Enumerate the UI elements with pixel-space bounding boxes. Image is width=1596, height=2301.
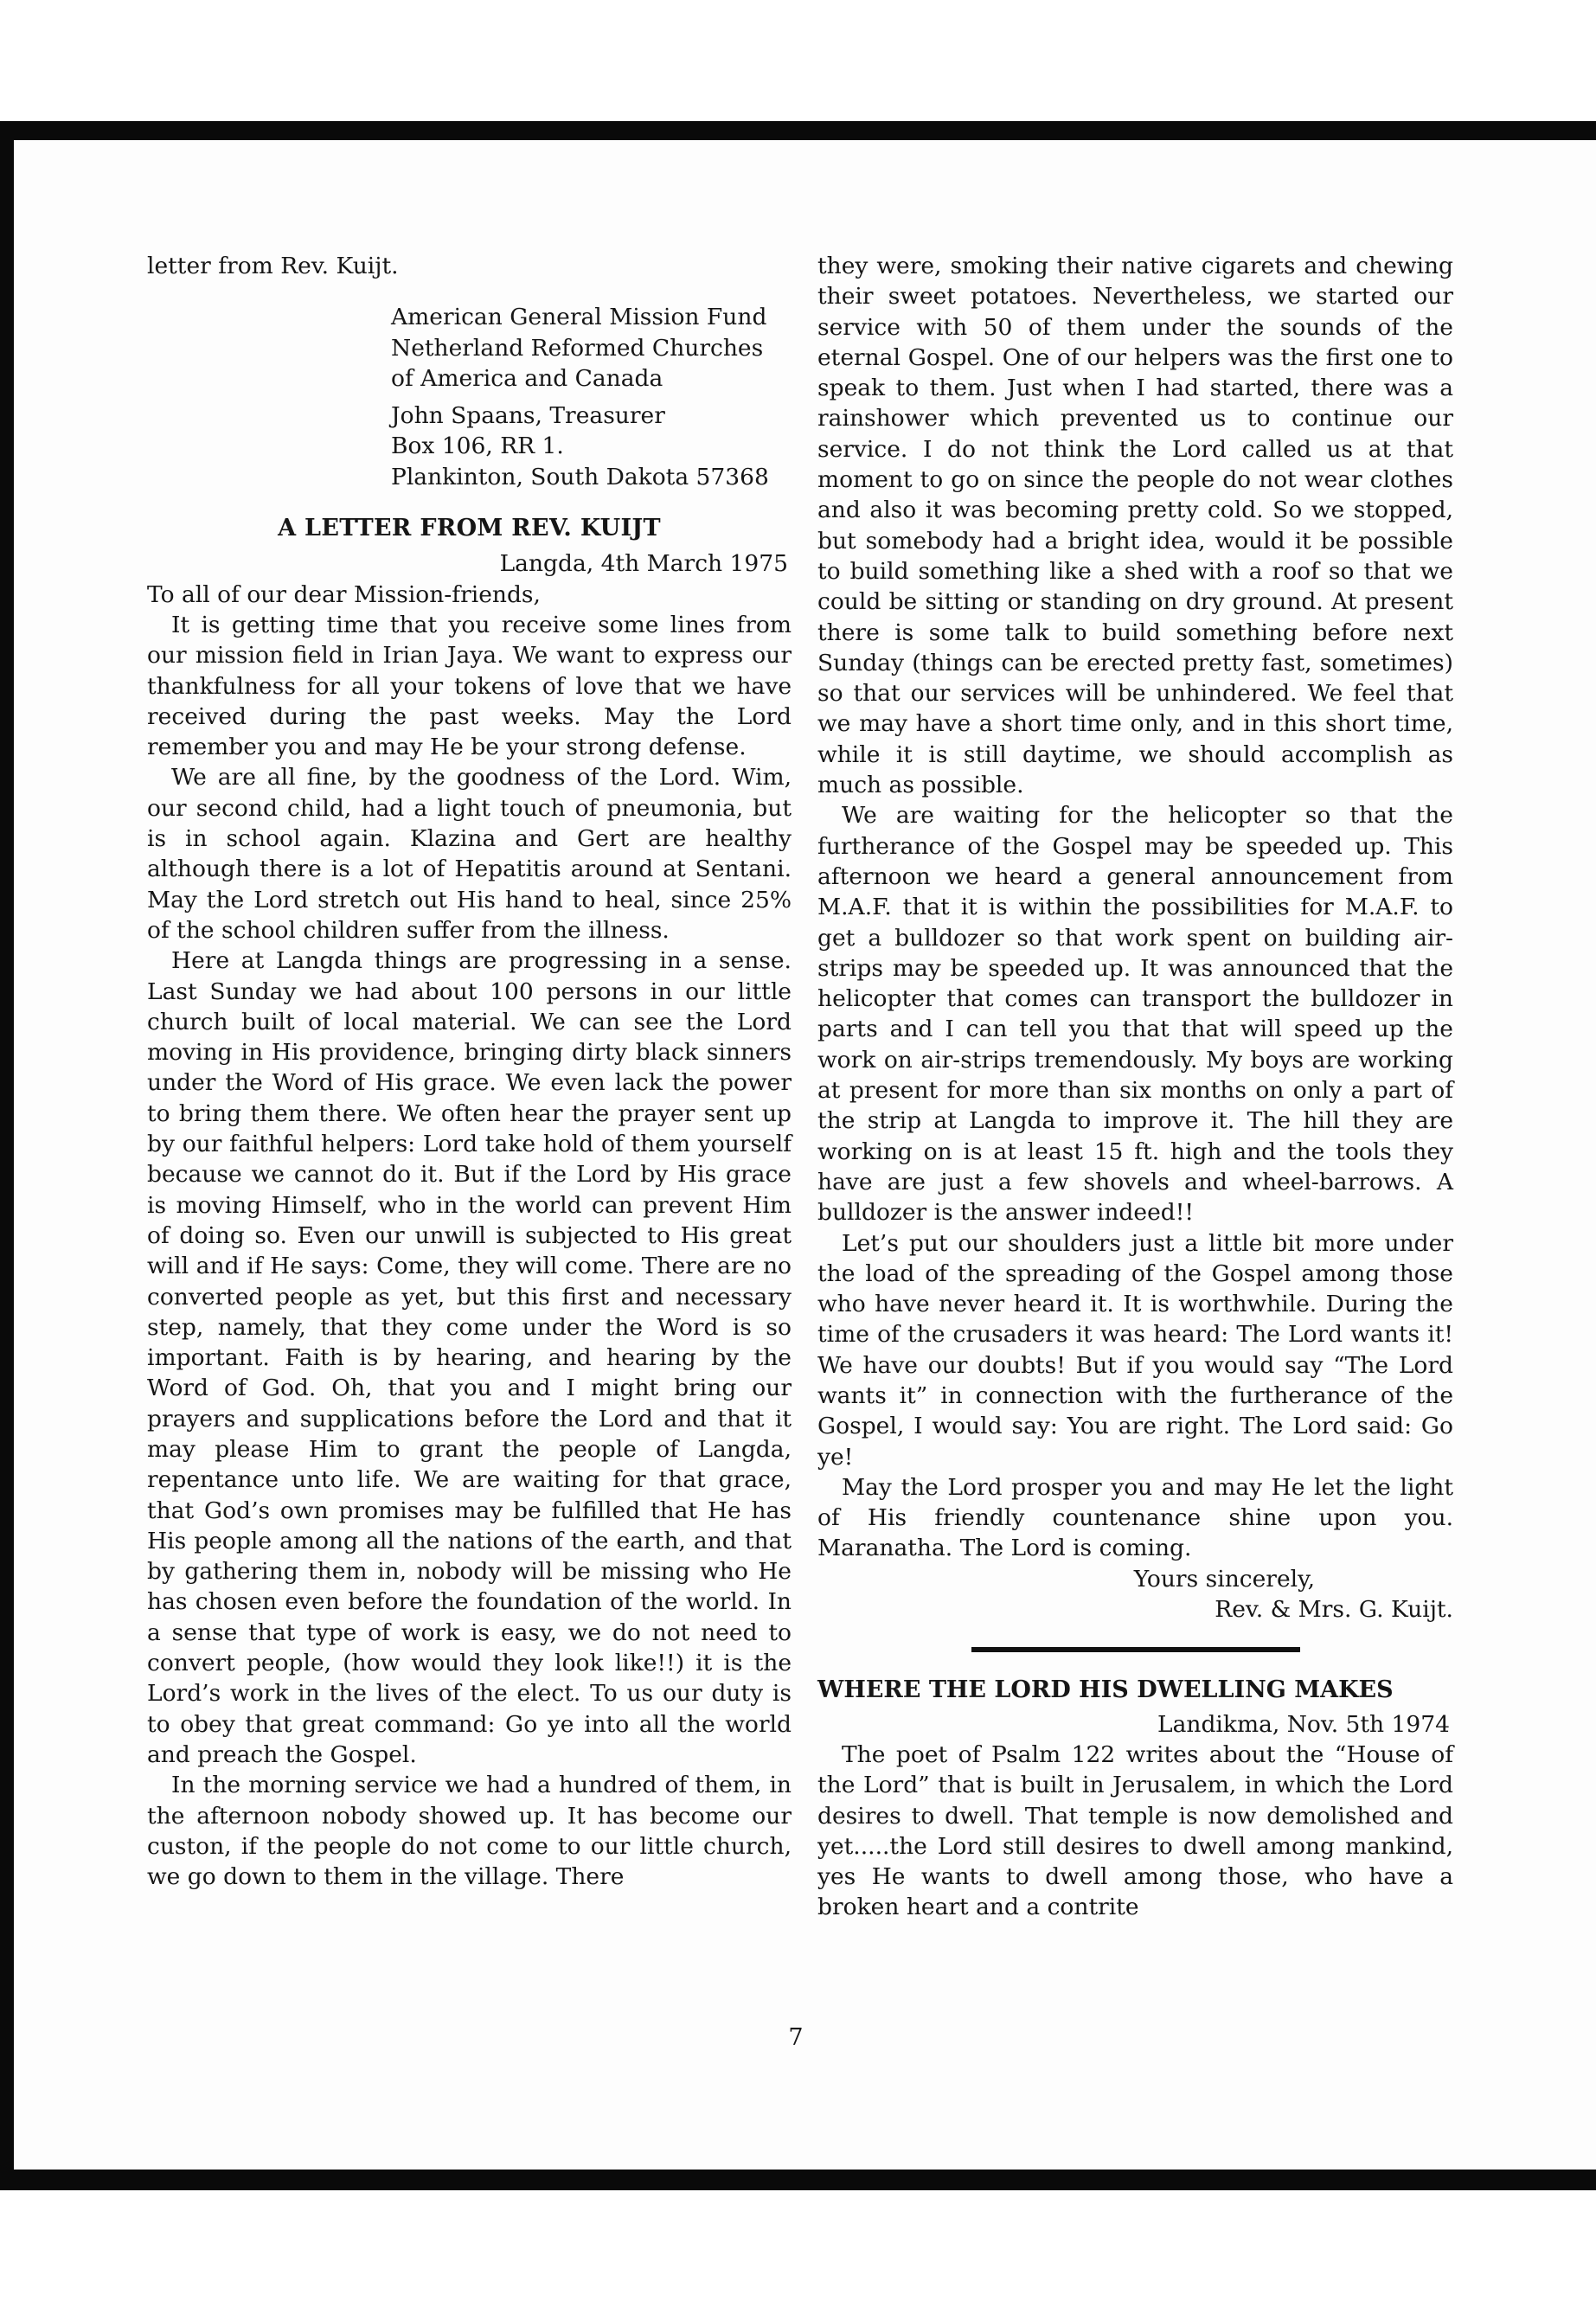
letter-date: Langda, 4th March 1975 xyxy=(499,550,788,578)
scan-border-top xyxy=(0,121,1596,140)
paragraph: It is getting time that you receive some lines from our mission field in Irian Jaya. We want to express our thankfulness for all your tokens of love that we have received during the past weeks. May the Lord remember you and may He be your strong defense. xyxy=(147,611,792,761)
address-line: Box 106, RR 1. xyxy=(391,433,564,460)
article-date-2: Landikma, Nov. 5th 1974 xyxy=(1157,1710,1450,1738)
paragraph: Here at Langda things are progressing in a sense. Last Sunday we had about 100 persons in our little church built of local material. We can see the Lord moving in His providence, bringing dirty black sinners under the Word of His grace. We even lack the power to bring them there. We often hear the prayer sent up by our faithful helpers: Lord take hold of them yourself because we cannot do it. But if the Lord by His grace is moving Himself, who in the world can prevent Him of doing so. Even our unwill is subjected to His great will and if He says: Come, they will come. There are no converted people as yet, but this first and necessary step, namely, that they come under the Word is so important. Faith is by hearing, and hearing by the Word of God. Oh, that you and I might bring our prayers and supplications before the Lord and that it may please Him to grant the people of Langda, repentance unto life. We are waiting for that grace, that God’s own promises may be fulfilled that He has His people among all the nations of the earth, and that by gathering them in, nobody will be missing who He has chosen even before the foundation of the world. In a sense that type of work is easy, we do not need to convert people, (how would they look like!!) it is the Lord’s work in the lives of the elect. To us our duty is to obey that great command: Go ye into all the world and preach the Gospel. xyxy=(147,947,792,1768)
intro-line: letter from Rev. Kuijt. xyxy=(147,253,399,279)
signature: Rev. & Mrs. G. Kuijt. xyxy=(1215,1596,1453,1624)
scan-border-bottom xyxy=(0,2170,1596,2190)
signoff: Yours sincerely, xyxy=(1133,1565,1315,1593)
address-line: American General Mission Fund xyxy=(391,304,767,331)
page-number: 7 xyxy=(788,2024,804,2051)
salutation: To all of our dear Mission-friends, xyxy=(147,580,541,608)
address-block xyxy=(391,302,792,492)
scan-border-left xyxy=(0,121,14,2180)
paragraph: We are waiting for the helicopter so that the furtherance of the Gospel may be speeded up. This afternoon we heard a general announcement from M.A.F. that it is within the possibilities for M.A.F. to get a bulldozer so that work spent on building air-strips may be speeded up. It was announced that the helicopter that comes can transport the bulldozer in parts and I can tell you that that will speed up the work on air-strips tremendously. My boys are working at present for more than six months on only a part of the strip at Langda to improve it. The hill they are working on is at least 15 ft. high and the tools they have are just a few shovels and wheel-barrows. A bulldozer is the answer indeed!! xyxy=(817,802,1453,1227)
paragraph: they were, smoking their native cigarets and chewing their sweet potatoes. Nevertheless, we started our service with 50 of them under the sounds of the eternal Gospel. One of our helpers was the first one to speak to them. Just when I had started, there was a rainshower which prevented us to continue our service. I do not think the Lord called us at that moment to go on since the people do not wear clothes and also it was becoming pretty cold. So we stopped, but somebody had a bright idea, would it be possible to build something like a shed with a roof so that we could be sitting or standing on dry ground. At present there is some talk to build something before next Sunday (things can be erected pretty fast, sometimes) so that our services will be unhindered. We feel that we may have a short time only, and in this short time, while it is still daytime, we should accomplish as much as possible. xyxy=(817,253,1453,799)
address-line: of America and Canada xyxy=(391,364,663,392)
article-heading: A LETTER FROM REV. KUIJT xyxy=(278,515,661,542)
address-line: Plankinton, South Dakota 57368 xyxy=(391,463,769,490)
paragraph: The poet of Psalm 122 writes about the “House of the Lord” that is built in Jerusalem, in which the Lord desires to dwell. That temple is now demolished and yet.....the Lord still desires to dwell among mankind, yes He wants to dwell among those, who have a broken heart and a contrite xyxy=(817,1740,1453,1921)
article-heading-2: WHERE THE LORD HIS DWELLING MAKES xyxy=(817,1676,1394,1704)
section-divider xyxy=(971,1647,1300,1652)
left-column xyxy=(147,251,792,1892)
paragraph: May the Lord prosper you and may He let the light of His friendly countenance shine upon you. Maranatha. The Lord is coming. xyxy=(817,1473,1453,1562)
paragraph: Let’s put our shoulders just a little bit more under the load of the spreading of the Gospel among those who have never heard it. It is worthwhile. During the time of the crusaders it was heard: The Lord wants it! We have our doubts! But if you would say “The Lord wants it” in connection with the furtherance of the Gospel, I would say: You are right. The Lord said: Go ye! xyxy=(817,1229,1453,1471)
paragraph: We are all fine, by the goodness of the Lord. Wim, our second child, had a light touch of pneumonia, but is in school again. Klazina and Gert are healthy although there is a lot of Hepatitis around at Sentani. May the Lord stretch out His hand to heal, since 25% of the school children suffer from the illness. xyxy=(147,764,792,944)
paragraph: In the morning service we had a hundred of them, in the afternoon nobody showed up. It has become our custon, if the people do not come to our little church, we go down to them in the village. There xyxy=(147,1772,792,1891)
address-line: John Spaans, Treasurer xyxy=(391,402,665,430)
address-line: Netherland Reformed Churches xyxy=(391,334,764,362)
right-column xyxy=(817,251,1453,1923)
